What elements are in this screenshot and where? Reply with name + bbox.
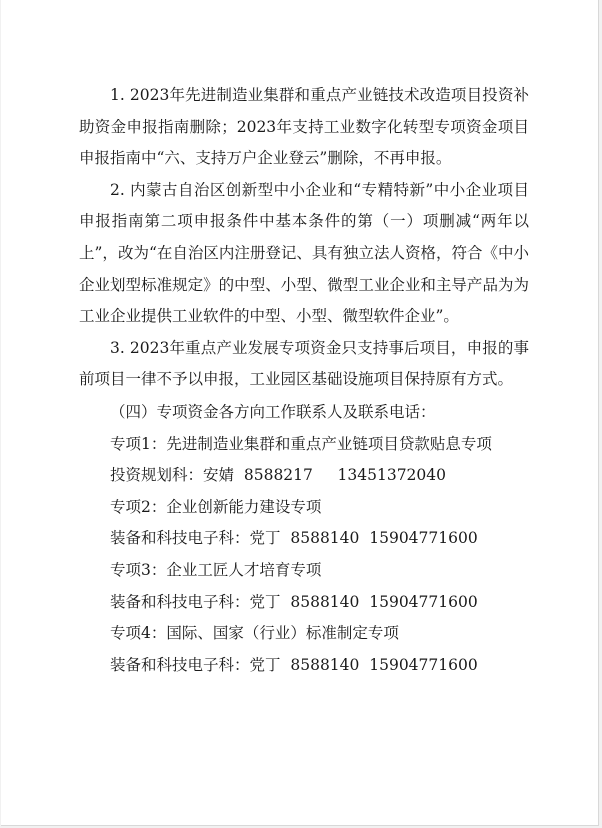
contact-line: 装备和科技电子科：党丁 8588140 15904771600 bbox=[110, 655, 478, 674]
contact-line: 装备和科技电子科：党丁 8588140 15904771600 bbox=[110, 592, 478, 611]
contact-line: 装备和科技电子科：党丁 8588140 15904771600 bbox=[110, 529, 478, 548]
document-body bbox=[79, 80, 529, 681]
contact-line: 投资规划科：安婧 8588217 13451372040 bbox=[110, 466, 446, 485]
contact-line: 专项2：企业创新能力建设专项 bbox=[110, 497, 322, 516]
paragraph-item-1: 1. 2023年先进制造业集群和重点产业链技术改造项目投资补助资金申报指南删除；2023年支持工业数字化转型专项资金项目申报指南中“六、支持万户企业登云”删除，不再申报。 bbox=[79, 86, 529, 168]
paragraph-item-3: 3. 2023年重点产业发展专项资金只支持事后项目，申报的事前项目一律不予以申报，工业园区基础设施项目保持原有方式。 bbox=[79, 338, 529, 389]
section-heading: （四）专项资金各方向工作联系人及联系电话： bbox=[110, 402, 436, 421]
contact-line: 专项3：企业工匠人才培育专项 bbox=[110, 560, 322, 579]
document-page bbox=[1, 0, 599, 826]
contact-line: 专项1：先进制造业集群和重点产业链项目贷款贴息专项 bbox=[110, 434, 492, 453]
paragraph-item-2: 2. 内蒙古自治区创新型中小企业和“专精特新”中小企业项目申报指南第二项申报条件中基本条件的第（一）项删减“两年以上”，改为“在自治区内注册登记、具有独立法人资格，符合《中小企业划型标准规定》的中型、小型、微型工业企业和主导产品为为工业企业提供工业软件的中型、小型、微型软件企业”。 bbox=[79, 180, 529, 326]
contact-line: 专项4：国际、国家（行业）标准制定专项 bbox=[110, 624, 399, 643]
